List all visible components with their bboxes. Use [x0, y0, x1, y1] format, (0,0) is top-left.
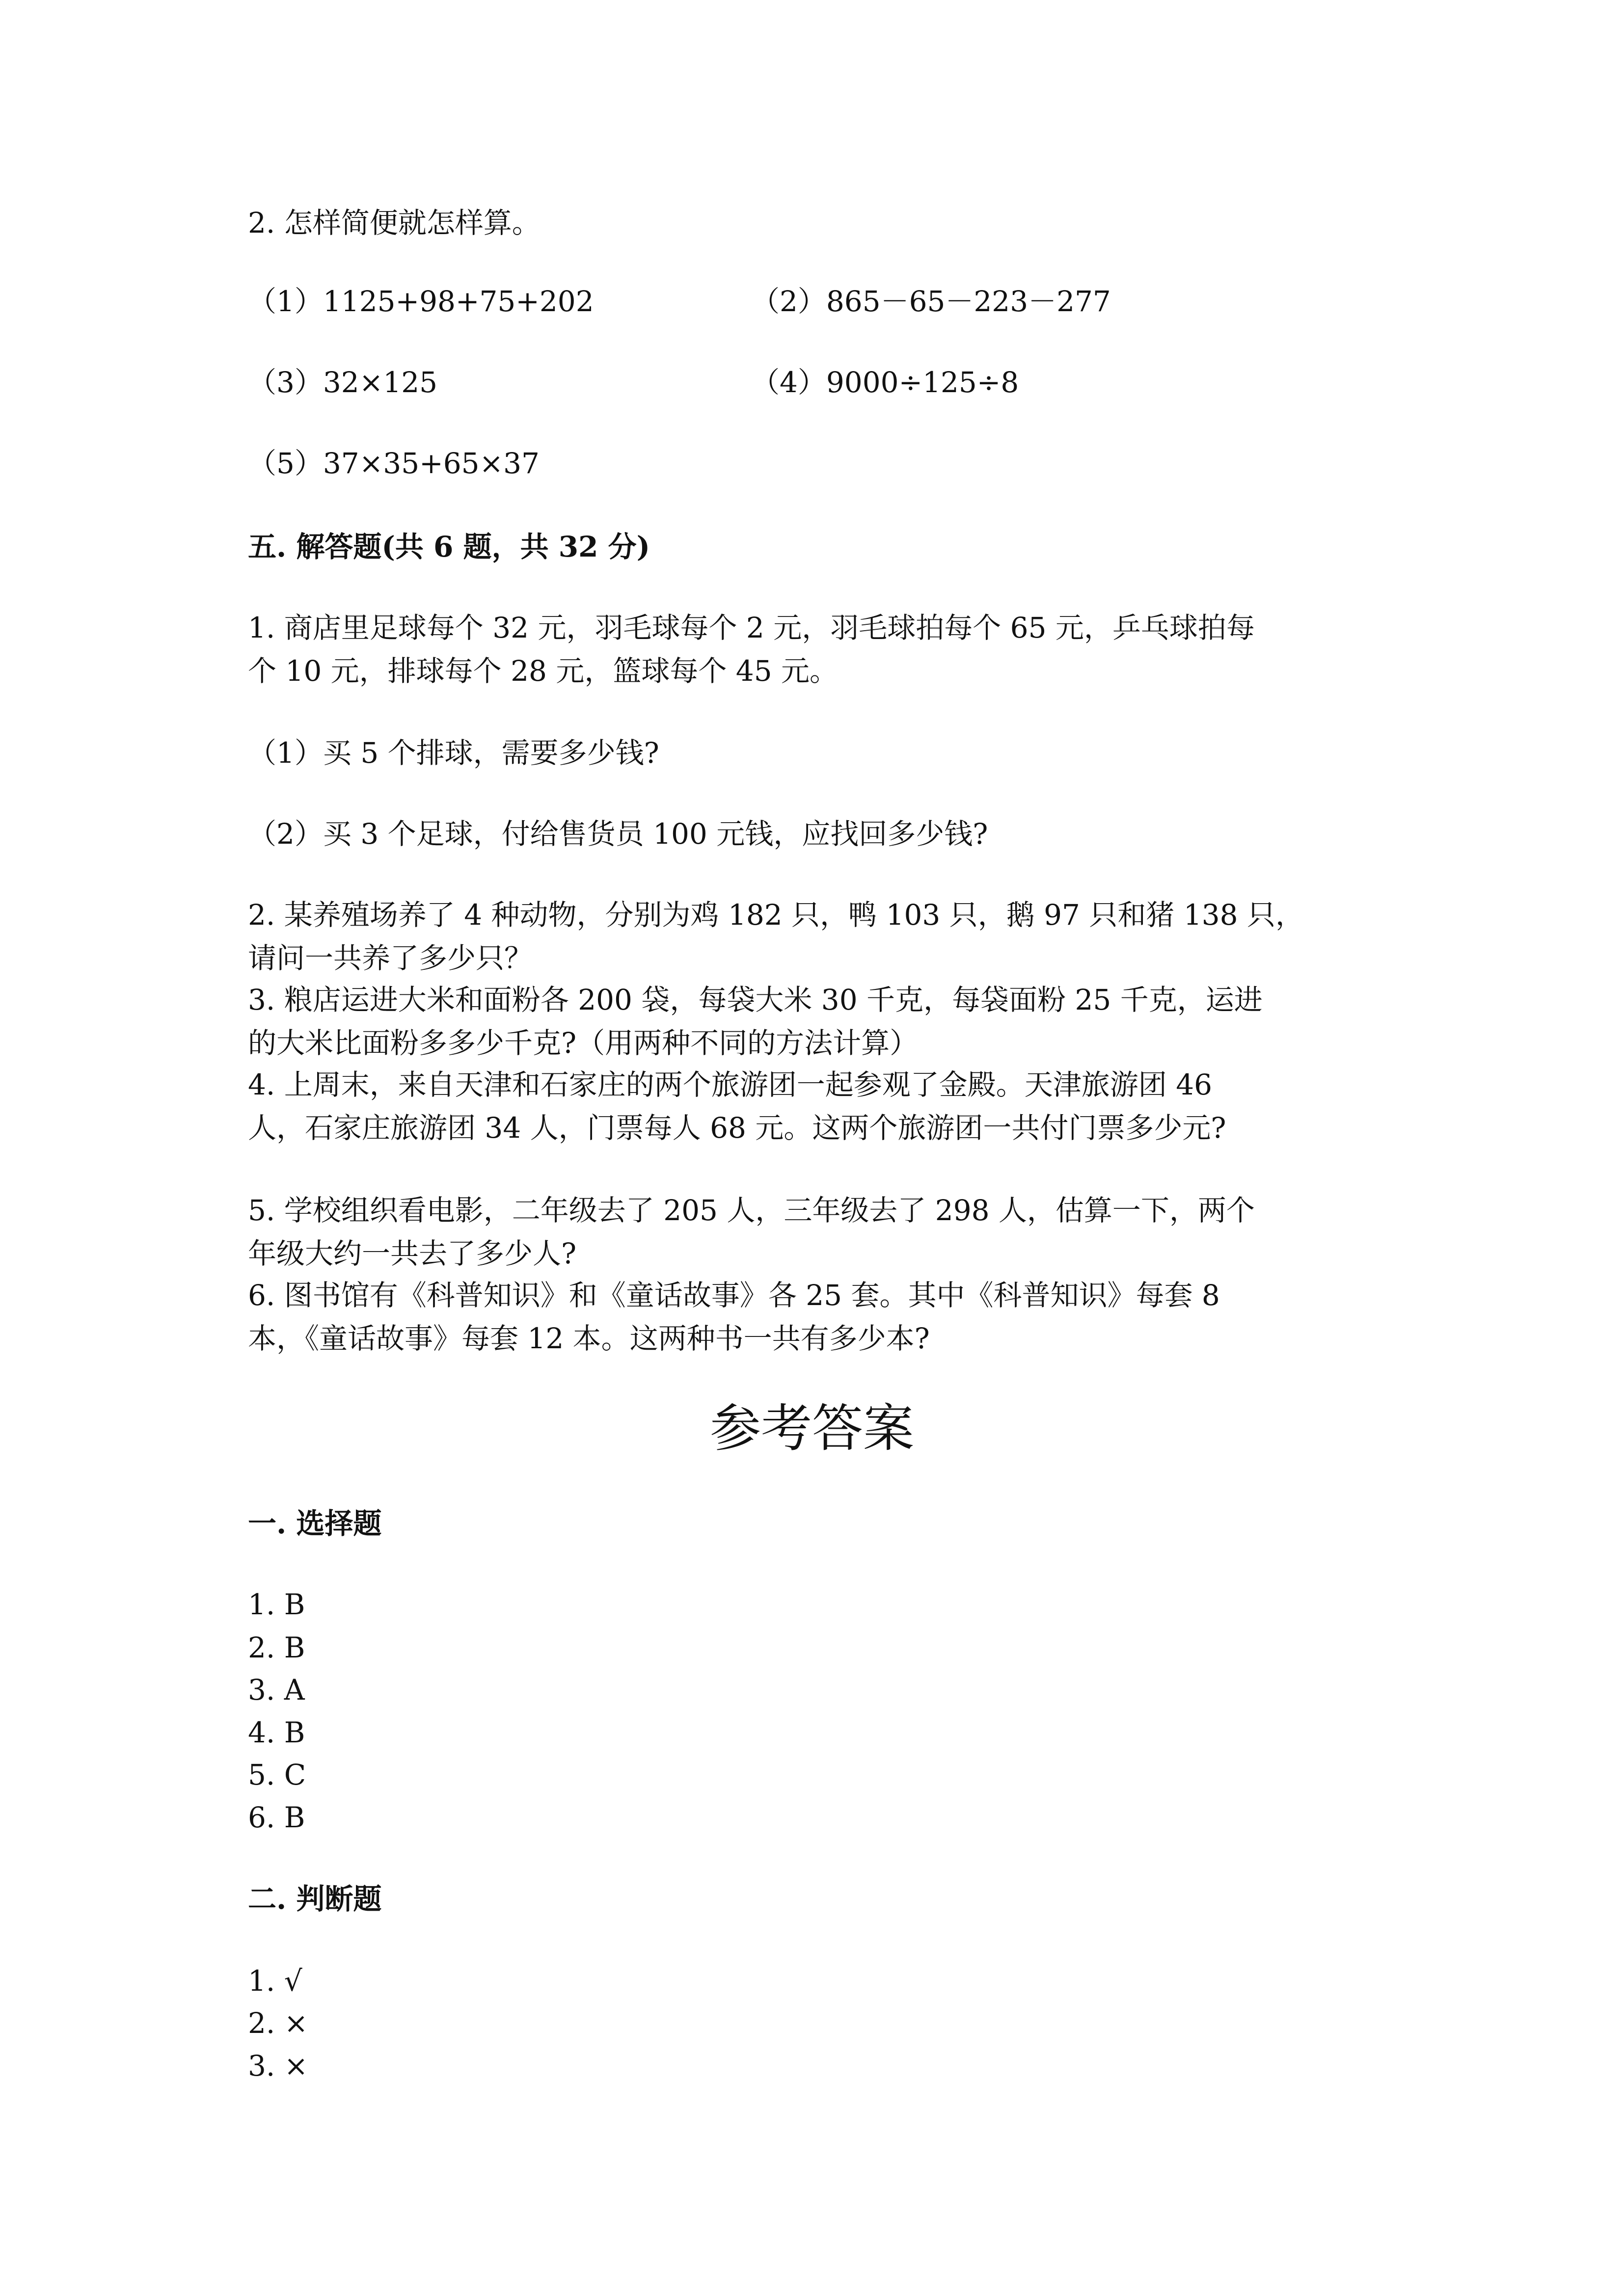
calc-item-2: （2）865－65－223－277	[751, 285, 1111, 318]
answer-item: 3. A	[248, 1673, 305, 1707]
answer-item: 4. B	[248, 1716, 305, 1749]
q5-line-2: 年级大约一共去了多少人?	[248, 1237, 577, 1270]
q5-line-1: 5. 学校组织看电影，二年级去了 205 人，三年级去了 298 人，估算一下，两个	[248, 1194, 1255, 1227]
q6-line-1: 6. 图书馆有《科普知识》和《童话故事》各 25 套。其中《科普知识》每套 8	[248, 1279, 1220, 1312]
section-heading: 五. 解答题(共 6 题，共 32 分)	[248, 530, 650, 563]
answer-item: 6. B	[248, 1801, 305, 1834]
answer-item: 3. ×	[248, 2049, 308, 2082]
q1-line-1: 1. 商店里足球每个 32 元，羽毛球每个 2 元，羽毛球拍每个 65 元，乒乓球拍每	[248, 611, 1255, 644]
q3-line-2: 的大米比面粉多多少千克?（用两种不同的方法计算）	[248, 1026, 919, 1060]
question-title: 2. 怎样简便就怎样算。	[248, 206, 541, 240]
answer-item: 2. ×	[248, 2006, 308, 2040]
calc-item-5: （5）37×35+65×37	[248, 447, 540, 480]
answer-item: 5. C	[248, 1758, 306, 1791]
answer-item: 1. B	[248, 1588, 305, 1621]
calc-item-1: （1）1125+98+75+202	[248, 285, 594, 318]
q3-line-1: 3. 粮店运进大米和面粉各 200 袋，每袋大米 30 千克，每袋面粉 25 千克，运进	[248, 983, 1263, 1016]
answer-item: 1. √	[248, 1964, 302, 1998]
calc-item-4: （4）9000÷125÷8	[751, 366, 1019, 399]
q2-line-2: 请问一共养了多少只？	[248, 941, 533, 975]
q1-line-2: 个 10 元，排球每个 28 元，篮球每个 45 元。	[248, 654, 839, 688]
q4-line-2: 人，石家庄旅游团 34 人，门票每人 68 元。这两个旅游团一共付门票多少元?	[248, 1111, 1226, 1145]
answer-title: 参考答案	[709, 1398, 914, 1458]
q1-sub-1: （1）买 5 个排球，需要多少钱?	[248, 736, 659, 770]
answer-section-1-heading: 一. 选择题	[248, 1507, 382, 1540]
q4-line-1: 4. 上周末，来自天津和石家庄的两个旅游团一起参观了金殿。天津旅游团 46	[248, 1068, 1213, 1101]
q6-line-2: 本，《童话故事》每套 12 本。这两种书一共有多少本?	[248, 1322, 930, 1355]
answer-item: 2. B	[248, 1631, 305, 1664]
q1-sub-2: （2）买 3 个足球，付给售货员 100 元钱，应找回多少钱?	[248, 817, 988, 851]
q2-line-1: 2. 某养殖场养了 4 种动物，分别为鸡 182 只，鸭 103 只，鹅 97 只和猪 138 只，	[248, 898, 1304, 932]
calc-item-3: （3）32×125	[248, 366, 438, 399]
answer-section-2-heading: 二. 判断题	[248, 1882, 382, 1916]
